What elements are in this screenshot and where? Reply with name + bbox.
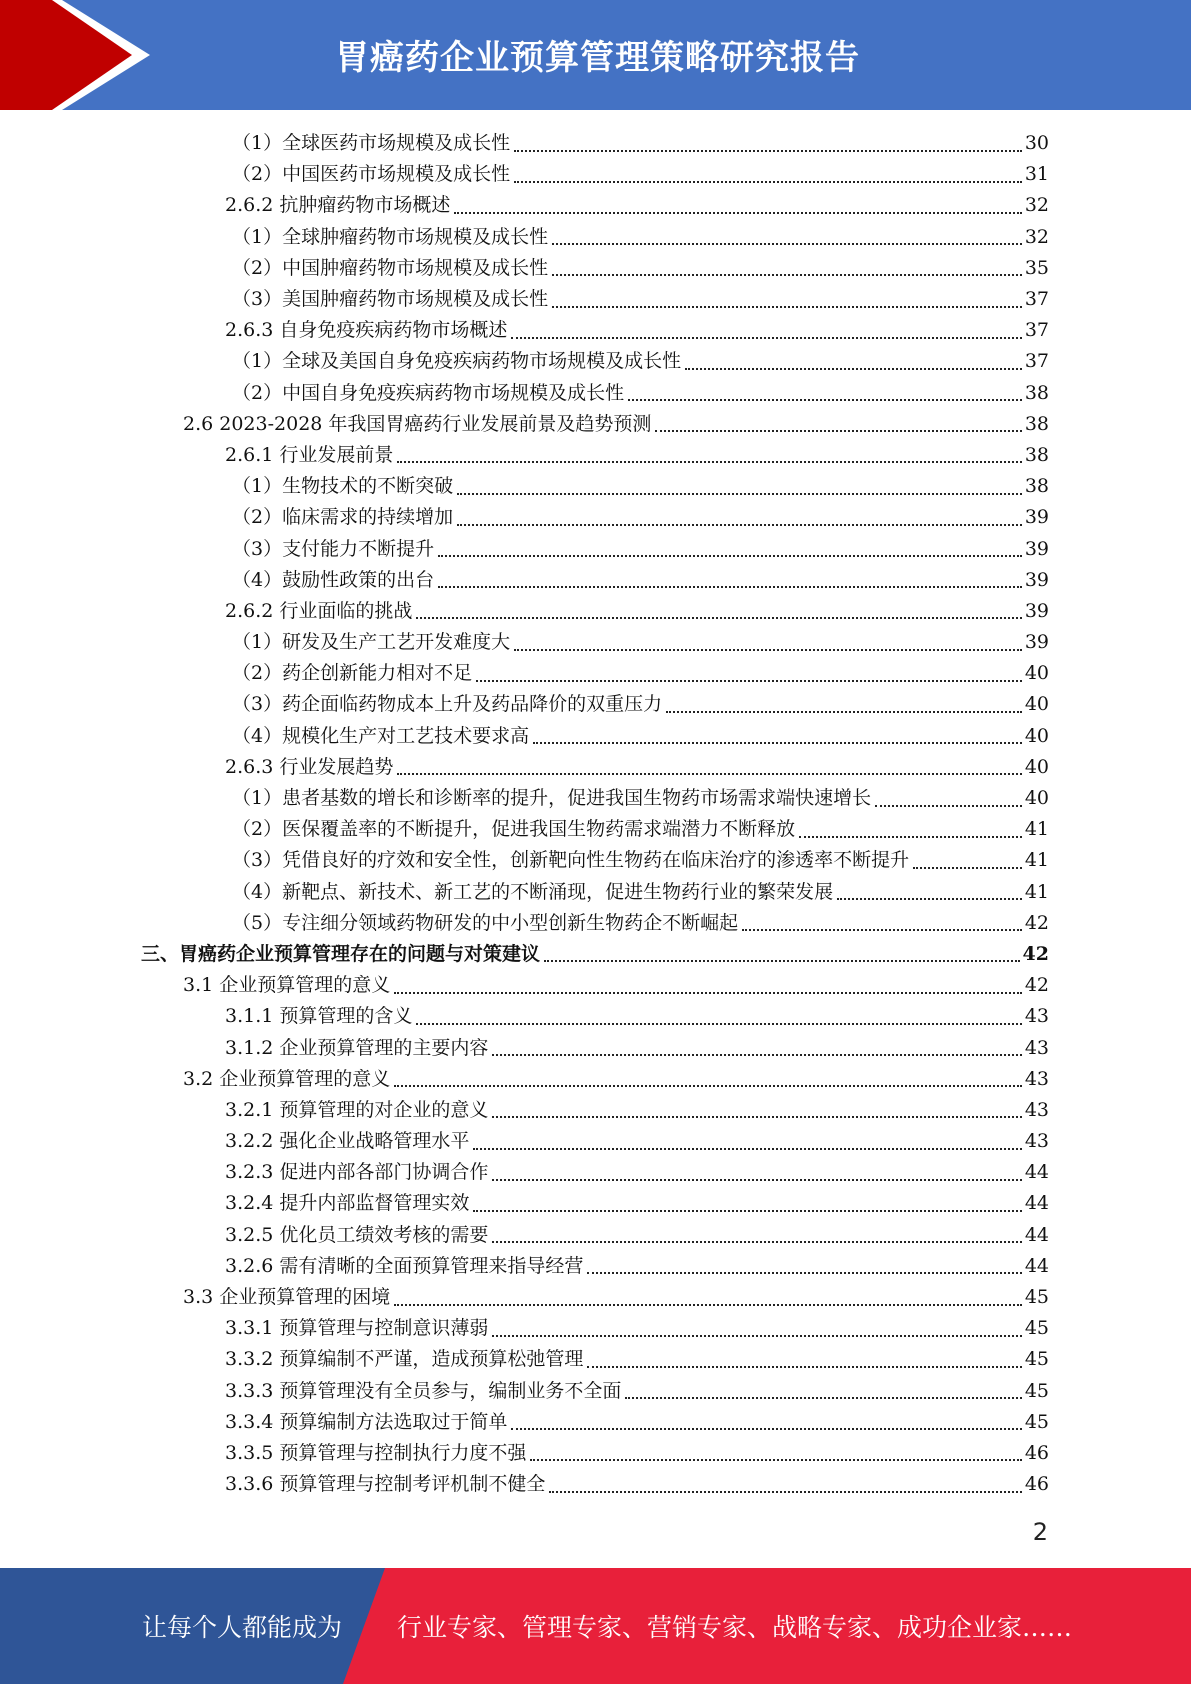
toc-entry-title: 2.6.1 行业发展前景 — [225, 443, 394, 466]
toc-entry-title: （2）中国自身免疫疾病药物市场规模及成长性 — [232, 381, 625, 404]
toc-entry-page: 38 — [1024, 475, 1049, 498]
toc-entry[interactable] — [0, 1313, 1191, 1344]
toc-dot-leader — [492, 1241, 1021, 1243]
toc-entry-page: 42 — [1022, 942, 1049, 965]
toc-entry-page: 44 — [1024, 1223, 1049, 1246]
toc-entry-page: 46 — [1024, 1473, 1049, 1496]
toc-dot-leader — [625, 1397, 1021, 1399]
toc-entry[interactable] — [0, 1469, 1191, 1500]
toc-entry[interactable] — [0, 1376, 1191, 1407]
toc-entry-page: 32 — [1024, 194, 1049, 217]
toc-entry[interactable] — [0, 752, 1191, 783]
toc-dot-leader — [397, 461, 1021, 463]
toc-entry-title: 3.3.4 预算编制方法选取过于简单 — [225, 1410, 508, 1433]
toc-entry-title: 3.3 企业预算管理的困境 — [183, 1286, 391, 1309]
toc-entry[interactable] — [0, 658, 1191, 689]
toc-entry-title: （3）支付能力不断提升 — [232, 537, 435, 560]
table-of-contents — [0, 128, 1191, 1500]
toc-dot-leader — [454, 212, 1021, 214]
toc-dot-leader — [476, 680, 1022, 682]
toc-entry-title: （3）药企面临药物成本上升及药品降价的双重压力 — [232, 693, 663, 716]
toc-entry-title: 3.1 企业预算管理的意义 — [183, 974, 391, 997]
toc-dot-leader — [457, 493, 1022, 495]
toc-entry-page: 37 — [1024, 288, 1049, 311]
toc-entry-title: 3.3.1 预算管理与控制意识薄弱 — [225, 1317, 489, 1340]
toc-entry[interactable] — [0, 1126, 1191, 1157]
toc-dot-leader — [511, 1428, 1021, 1430]
toc-entry-page: 32 — [1024, 225, 1049, 248]
toc-dot-leader — [492, 1179, 1021, 1181]
toc-dot-leader — [514, 181, 1022, 183]
toc-entry-page: 39 — [1024, 631, 1049, 654]
toc-entry[interactable] — [0, 471, 1191, 502]
toc-entry[interactable] — [0, 1095, 1191, 1126]
footer-slogan-right: 行业专家、管理专家、营销专家、战略专家、成功企业家…… — [397, 1613, 1073, 1642]
toc-dot-leader — [544, 960, 1020, 962]
toc-entry-title: （2）临床需求的持续增加 — [232, 506, 454, 529]
toc-entry-page: 44 — [1024, 1254, 1049, 1277]
toc-dot-leader — [742, 929, 1022, 931]
toc-entry-title: （4）鼓励性政策的出台 — [232, 568, 435, 591]
toc-entry[interactable] — [0, 190, 1191, 221]
toc-dot-leader — [837, 898, 1022, 900]
toc-entry-title: （1）全球及美国自身免疫疾病药物市场规模及成长性 — [232, 350, 682, 373]
toc-entry-title: 3.2 企业预算管理的意义 — [183, 1067, 391, 1090]
toc-entry-page: 35 — [1024, 256, 1049, 279]
toc-entry[interactable] — [0, 1032, 1191, 1063]
toc-entry-page: 37 — [1024, 319, 1049, 342]
toc-entry-title: （2）中国肿瘤药物市场规模及成长性 — [232, 256, 549, 279]
toc-entry-page: 43 — [1024, 1098, 1049, 1121]
toc-entry[interactable] — [0, 128, 1191, 159]
toc-entry-title: 3.1.1 预算管理的含义 — [225, 1005, 413, 1028]
toc-dot-leader — [913, 867, 1022, 869]
toc-entry[interactable] — [0, 939, 1191, 970]
toc-entry[interactable] — [0, 1188, 1191, 1219]
toc-dot-leader — [473, 1210, 1021, 1212]
toc-entry-page: 43 — [1024, 1130, 1049, 1153]
toc-entry-title: 2.6.3 行业发展趋势 — [225, 755, 394, 778]
toc-entry-title: （1）生物技术的不断突破 — [232, 475, 454, 498]
toc-entry[interactable] — [0, 378, 1191, 409]
toc-entry-page: 41 — [1024, 849, 1049, 872]
toc-entry[interactable] — [0, 565, 1191, 596]
toc-entry[interactable] — [0, 502, 1191, 533]
toc-entry[interactable] — [0, 315, 1191, 346]
toc-dot-leader — [511, 337, 1021, 339]
toc-entry-page: 45 — [1024, 1317, 1049, 1340]
toc-entry-title: 3.1.2 企业预算管理的主要内容 — [225, 1036, 489, 1059]
toc-entry[interactable] — [0, 1064, 1191, 1095]
toc-entry-page: 37 — [1024, 350, 1049, 373]
toc-entry-title: （1）研发及生产工艺开发难度大 — [232, 631, 511, 654]
toc-entry[interactable] — [0, 1438, 1191, 1469]
toc-dot-leader — [533, 742, 1022, 744]
toc-dot-leader — [552, 306, 1022, 308]
toc-entry[interactable] — [0, 409, 1191, 440]
toc-entry-page: 40 — [1024, 724, 1049, 747]
page-number: 2 — [1032, 1518, 1048, 1546]
toc-entry-title: 3.3.2 预算编制不严谨，造成预算松弛管理 — [225, 1348, 584, 1371]
toc-entry[interactable] — [0, 1407, 1191, 1438]
toc-dot-leader — [492, 1054, 1021, 1056]
toc-entry-title: （2）药企创新能力相对不足 — [232, 662, 473, 685]
toc-entry-title: 3.2.5 优化员工绩效考核的需要 — [225, 1223, 489, 1246]
toc-entry-page: 45 — [1024, 1286, 1049, 1309]
toc-entry-title: 2.6 2023-2028 年我国胃癌药行业发展前景及趋势预测 — [183, 412, 652, 435]
footer-slogan-left: 让每个人都能成为 — [142, 1613, 343, 1642]
toc-entry-title: （4）新靶点、新技术、新工艺的不断涌现，促进生物药行业的繁荣发展 — [232, 880, 834, 903]
chevron-arrow-icon — [0, 0, 160, 110]
toc-dot-leader — [492, 1335, 1021, 1337]
toc-entry-title: 3.3.5 预算管理与控制执行力度不强 — [225, 1441, 527, 1464]
toc-entry-page: 41 — [1024, 818, 1049, 841]
toc-entry-page: 43 — [1024, 1036, 1049, 1059]
footer-banner — [0, 1568, 1191, 1684]
toc-dot-leader — [552, 274, 1022, 276]
toc-entry-title: 3.2.6 需有清晰的全面预算管理来指导经营 — [225, 1254, 584, 1277]
toc-dot-leader — [416, 617, 1021, 619]
report-header — [0, 0, 1191, 110]
toc-entry[interactable] — [0, 596, 1191, 627]
toc-entry-title: （1）全球肿瘤药物市场规模及成长性 — [232, 225, 549, 248]
toc-dot-leader — [530, 1459, 1021, 1461]
toc-dot-leader — [799, 836, 1022, 838]
toc-entry-page: 42 — [1024, 974, 1049, 997]
toc-entry-title: 3.3.3 预算管理没有全员参与，编制业务不全面 — [225, 1379, 622, 1402]
toc-dot-leader — [438, 586, 1022, 588]
toc-entry-title: （3）凭借良好的疗效和安全性，创新靶向性生物药在临床治疗的渗透率不断提升 — [232, 849, 910, 872]
toc-dot-leader — [685, 368, 1022, 370]
toc-entry-page: 45 — [1024, 1379, 1049, 1402]
toc-dot-leader — [397, 773, 1021, 775]
toc-entry-page: 46 — [1024, 1441, 1049, 1464]
toc-entry-title: 3.2.1 预算管理的对企业的意义 — [225, 1098, 489, 1121]
toc-entry-title: （3）美国肿瘤药物市场规模及成长性 — [232, 288, 549, 311]
toc-dot-leader — [666, 711, 1022, 713]
toc-entry[interactable] — [0, 222, 1191, 253]
toc-entry-page: 40 — [1024, 787, 1049, 810]
toc-entry-page: 31 — [1024, 163, 1049, 186]
toc-dot-leader — [473, 1148, 1021, 1150]
toc-entry[interactable] — [0, 159, 1191, 190]
toc-entry-title: 2.6.3 自身免疫疾病药物市场概述 — [225, 319, 508, 342]
toc-entry-page: 41 — [1024, 880, 1049, 903]
toc-entry[interactable] — [0, 627, 1191, 658]
toc-entry[interactable] — [0, 908, 1191, 939]
toc-entry[interactable] — [0, 533, 1191, 564]
toc-entry-page: 45 — [1024, 1410, 1049, 1433]
toc-entry-title: （5）专注细分领域药物研发的中小型创新生物药企不断崛起 — [232, 911, 739, 934]
toc-entry-page: 40 — [1024, 662, 1049, 685]
toc-entry[interactable] — [0, 814, 1191, 845]
toc-entry-page: 43 — [1024, 1005, 1049, 1028]
toc-entry[interactable] — [0, 689, 1191, 720]
toc-entry-title: （2）中国医药市场规模及成长性 — [232, 163, 511, 186]
toc-entry[interactable] — [0, 1001, 1191, 1032]
toc-entry-page: 38 — [1024, 412, 1049, 435]
toc-entry[interactable] — [0, 877, 1191, 908]
toc-entry-page: 39 — [1024, 599, 1049, 622]
toc-dot-leader — [549, 1491, 1021, 1493]
toc-entry[interactable] — [0, 1157, 1191, 1188]
toc-entry-title: （1）全球医药市场规模及成长性 — [232, 132, 511, 155]
toc-entry-page: 40 — [1024, 693, 1049, 716]
toc-entry-page: 38 — [1024, 443, 1049, 466]
toc-dot-leader — [394, 1085, 1022, 1087]
toc-entry-page: 44 — [1024, 1161, 1049, 1184]
toc-dot-leader — [628, 399, 1022, 401]
toc-entry[interactable] — [0, 346, 1191, 377]
toc-entry-title: 3.3.6 预算管理与控制考评机制不健全 — [225, 1473, 546, 1496]
toc-entry-page: 44 — [1024, 1192, 1049, 1215]
toc-entry-title: 2.6.2 抗肿瘤药物市场概述 — [225, 194, 451, 217]
toc-entry-title: 三、胃癌药企业预算管理存在的问题与对策建议 — [141, 942, 541, 965]
toc-entry-title: 3.2.3 促进内部各部门协调合作 — [225, 1161, 489, 1184]
toc-dot-leader — [655, 430, 1021, 432]
toc-entry-page: 42 — [1024, 911, 1049, 934]
toc-entry-title: （1）患者基数的增长和诊断率的提升，促进我国生物药市场需求端快速增长 — [232, 787, 872, 810]
toc-entry-title: （4）规模化生产对工艺技术要求高 — [232, 724, 530, 747]
toc-entry[interactable] — [0, 970, 1191, 1001]
report-title: 胃癌药企业预算管理策略研究报告 — [335, 38, 860, 78]
toc-dot-leader — [394, 1304, 1022, 1306]
toc-entry[interactable] — [0, 1282, 1191, 1313]
toc-entry[interactable] — [0, 284, 1191, 315]
toc-entry[interactable] — [0, 845, 1191, 876]
toc-entry-title: 3.2.2 强化企业战略管理水平 — [225, 1130, 470, 1153]
toc-entry[interactable] — [0, 721, 1191, 752]
toc-entry-title: 2.6.2 行业面临的挑战 — [225, 599, 413, 622]
toc-entry-page: 30 — [1024, 132, 1049, 155]
toc-entry-page: 45 — [1024, 1348, 1049, 1371]
toc-dot-leader — [416, 1023, 1021, 1025]
toc-entry-page: 40 — [1024, 755, 1049, 778]
toc-dot-leader — [587, 1272, 1021, 1274]
toc-dot-leader — [552, 243, 1022, 245]
toc-entry-page: 38 — [1024, 381, 1049, 404]
toc-dot-leader — [514, 150, 1022, 152]
toc-dot-leader — [492, 1116, 1021, 1118]
toc-entry[interactable] — [0, 440, 1191, 471]
toc-entry[interactable] — [0, 1220, 1191, 1251]
toc-entry-page: 39 — [1024, 537, 1049, 560]
toc-entry-title: 3.2.4 提升内部监督管理实效 — [225, 1192, 470, 1215]
toc-entry[interactable] — [0, 1251, 1191, 1282]
toc-dot-leader — [875, 805, 1022, 807]
toc-entry[interactable] — [0, 783, 1191, 814]
toc-entry-page: 43 — [1024, 1067, 1049, 1090]
toc-dot-leader — [457, 524, 1022, 526]
toc-dot-leader — [587, 1366, 1021, 1368]
toc-dot-leader — [514, 649, 1022, 651]
toc-dot-leader — [394, 992, 1022, 994]
toc-entry-page: 39 — [1024, 506, 1049, 529]
toc-entry-page: 39 — [1024, 568, 1049, 591]
toc-dot-leader — [438, 555, 1022, 557]
toc-entry-title: （2）医保覆盖率的不断提升，促进我国生物药需求端潜力不断释放 — [232, 818, 796, 841]
toc-entry[interactable] — [0, 253, 1191, 284]
toc-entry[interactable] — [0, 1344, 1191, 1375]
